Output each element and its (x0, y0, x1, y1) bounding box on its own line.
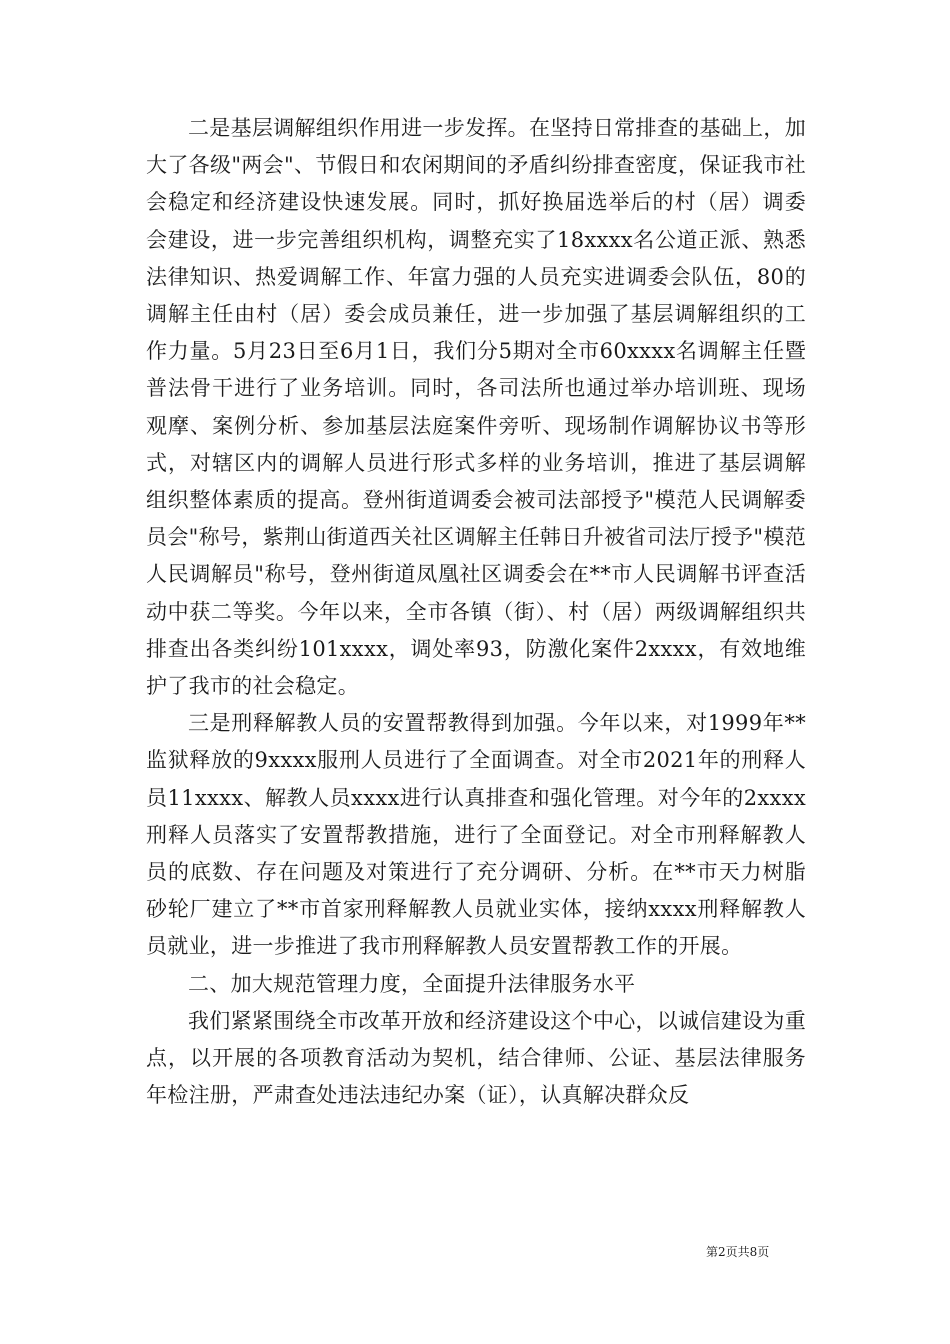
paragraph-legal-services: 我们紧紧围绕全市改革开放和经济建设这个中心，以诚信建设为重点，以开展的各项教育活动为契机，结合律师、公证、基层法律服务年检注册，严肃查处违法违纪办案（证），认真解决群众反 (146, 1008, 806, 1108)
section-heading-legal-services: 二、加大规范管理力度，全面提升法律服务水平 (188, 971, 636, 996)
paragraph-grassroots-mediation: 二是基层调解组织作用进一步发挥。在坚持日常排查的基础上，加大了各级"两会"、节假日和农闲期间的矛盾纠纷排查密度，保证我市社会稳定和经济建设快速发展。同时，抓好换届选举后的村（居）调委会建设，进一步完善组织机构，调整充实了18xxxx名公道正派、熟悉法律知识、热爱调解工作、年富力强的人员充实进调委会队伍，80的调解主任由村（居）委会成员兼任，进一步加强了基层调解组织的工作力量。5月23日至6月1日，我们分5期对全市60xxxx名调解主任暨普法骨干进行了业务培训。同时，各司法所也通过举办培训班、现场观摩、案例分析、参加基层法庭案件旁听、现场制作调解协议书等形式，对辖区内的调解人员进行形式多样的业务培训，推进了基层调解组织整体素质的提高。登州街道调委会被司法部授予"模范人民调解委员会"称号，紫荆山街道西关社区调解主任韩日升被省司法厅授予"模范人民调解员"称号，登州街道凤凰社区调委会在**市人民调解书评查活动中获二等奖。今年以来，全市各镇（街）、村（居）两级调解组织共排查出各类纠纷101xxxx，调处率93，防激化案件2xxxx，有效地维护了我市的社会稳定。 (146, 116, 806, 699)
document-body (146, 110, 806, 1114)
paragraph-released-prisoners: 三是刑释解教人员的安置帮教得到加强。今年以来，对1999年**监狱释放的9xxxx服刑人员进行了全面调查。对全市2021年的刑释人员11xxxx、解教人员xxxx进行认真排查和强化管理。对今年的2xxxx刑释人员落实了安置帮教措施，进行了全面登记。对全市刑释解教人员的底数、存在问题及对策进行了充分调研、分析。在**市天力树脂砂轮厂建立了**市首家刑释解教人员就业实体，接纳xxxx刑释解教人员就业，进一步推进了我市刑释解教人员安置帮教工作的开展。 (146, 711, 806, 959)
page-number-footer: 第2页共8页 (706, 1245, 770, 1259)
